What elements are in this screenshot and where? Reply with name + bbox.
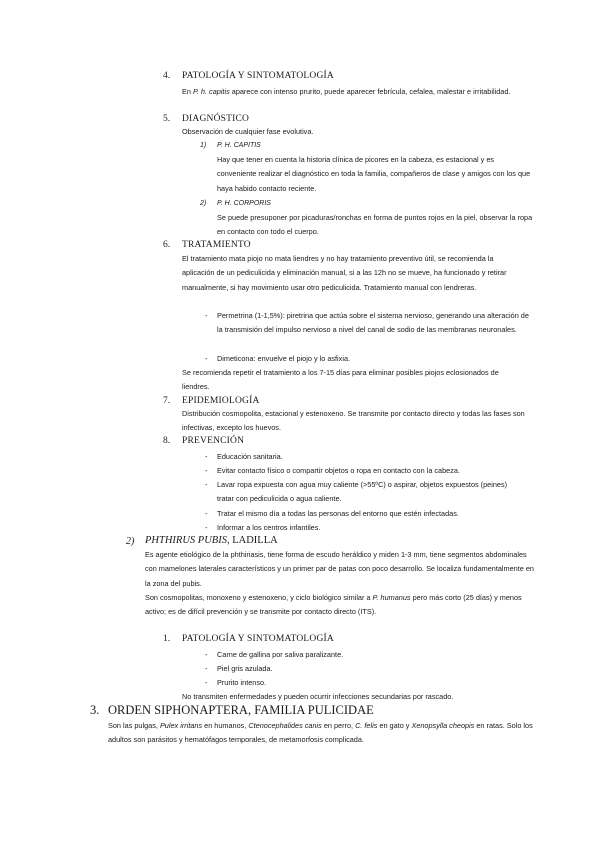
section-5-heading: DIAGNÓSTICO <box>182 114 250 124</box>
section-8-number: 8. <box>163 436 171 446</box>
symptom-item-1: Carne de gallina por saliva paralizante. <box>217 650 344 659</box>
orden-text: Son las pulgas, Pulex irritans en humanos, Ctenocephalides canis en perro, C. felis en gato y Xenopsylla cheopis en ratas. Solo los adultos son parásitos y hematófagos temporales, de metamorfosis complicada. <box>108 721 533 745</box>
bullet-dash: - <box>205 311 208 320</box>
sub-capitis-heading: P. H. CAPITIS <box>217 142 261 149</box>
bullet-dash: - <box>205 509 208 518</box>
phthirus-heading: PHTHIRUS PUBIS, LADILLA <box>145 535 278 546</box>
phthirus-sub-number: 1. <box>163 634 171 644</box>
section-7-heading: EPIDEMIOLOGÍA <box>182 396 260 406</box>
section-7-number: 7. <box>163 396 171 406</box>
phthirus-biology: Son cosmopolitas, monoxeno y estenoxeno, y ciclo biológico similar a P. humanus pero más corto (25 días) y menos activo; es de difícil prevención y se transmite por contacto directo (ITS). <box>145 593 522 617</box>
bullet-dash: - <box>205 678 208 687</box>
treatment-item-1: Permetrina (1-1,5%): piretrina que actúa sobre el sistema nervioso, generando una alteración de la transmisión del impulso nervioso a nivel del canal de sodio de las membranas neuronales. <box>217 311 529 335</box>
section-7-text: Distribución cosmopolita, estacional y estenoxeno. Se transmite por contacto directo y todas las fases son infectivas, excepto los huevos. <box>182 409 525 433</box>
sub-corporis-text: Se puede presuponer por picaduras/ronchas en forma de puntos rojos en la piel, observar la ropa en contacto con todo el cuerpo. <box>217 213 533 237</box>
phthirus-sub-outro: No transmiten enfermedades y pueden ocurrir infecciones secundarias por rascado. <box>182 692 454 701</box>
bullet-dash: - <box>205 480 208 489</box>
section-8-heading: PREVENCIÓN <box>182 436 245 446</box>
prevention-item-2: Evitar contacto físico o compartir objetos o ropa en contacto con la cabeza. <box>217 466 460 475</box>
bullet-dash: - <box>205 466 208 475</box>
section-6-intro: El tratamiento mata piojo no mata liendres y no hay tratamiento preventivo útil, se recomienda la aplicación de un pediculicida y eliminación manual, si a las 12h no se mueve, ha funcionado y retirar manualmente, si hay movimiento usar otro pediculicida. Tratamiento manual con lendreras. <box>182 254 507 292</box>
symptom-item-3: Prurito intenso. <box>217 678 267 687</box>
bullet-dash: - <box>205 650 208 659</box>
orden-number: 3. <box>90 703 100 717</box>
section-4-text: En P. h. capitis aparece con intenso prurito, puede aparecer febrícula, cefalea, malestar e irritabilidad. <box>182 87 511 96</box>
section-6-outro: Se recomienda repetir el tratamiento a los 7-15 días para eliminar posibles piojos eclosionados de liendres. <box>182 368 499 392</box>
bullet-dash: - <box>205 452 208 461</box>
prevention-item-1: Educación sanitaria. <box>217 452 283 461</box>
orden-heading: ORDEN SIPHONAPTERA, FAMILIA PULICIDAE <box>108 703 374 717</box>
phthirus-number: 2) <box>126 536 135 547</box>
sub-1-number: 1) <box>200 142 207 149</box>
phthirus-description: Es agente etiológico de la phthiriasis, tiene forma de escudo heráldico y miden 1-3 mm, tiene segmentos abdominales con mamelones laterales característicos y un primer par de patas con poco desarrollo. Se localiza fundamentalmente en la zona del pubis. <box>145 550 534 588</box>
prevention-item-3: Lavar ropa expuesta con agua muy caliente (>55ºC) o aspirar, objetos expuestos (peines) tratar con pediculicida o agua caliente. <box>217 480 508 504</box>
section-4-heading: PATOLOGÍA Y SINTOMATOLOGÍA <box>182 71 334 81</box>
sub-capitis-text: Hay que tener en cuenta la historia clínica de picores en la cabeza, es estacional y es conveniente realizar el diagnóstico en toda la familia, compañeros de clase y amigos con los que haya habido contacto reciente. <box>217 155 531 193</box>
section-5-number: 5. <box>163 114 171 124</box>
section-5-intro: Observación de cualquier fase evolutiva. <box>182 127 314 136</box>
section-6-heading: TRATAMIENTO <box>182 240 251 250</box>
section-6-number: 6. <box>163 240 171 250</box>
section-4-number: 4. <box>163 71 171 81</box>
prevention-item-4: Tratar el mismo día a todas las personas del entorno que estén infectadas. <box>217 509 459 518</box>
phthirus-sub-heading: PATOLOGÍA Y SINTOMATOLOGÍA <box>182 634 334 644</box>
bullet-dash: - <box>205 664 208 673</box>
bullet-dash: - <box>205 523 208 532</box>
sub-2-number: 2) <box>200 200 207 207</box>
prevention-item-5: Informar a los centros infantiles. <box>217 523 321 532</box>
bullet-dash: - <box>205 354 208 363</box>
sub-corporis-heading: P. H. CORPORIS <box>217 200 271 207</box>
treatment-item-2: Dimeticona: envuelve el piojo y lo asfixia. <box>217 354 351 363</box>
symptom-item-2: Piel gris azulada. <box>217 664 273 673</box>
